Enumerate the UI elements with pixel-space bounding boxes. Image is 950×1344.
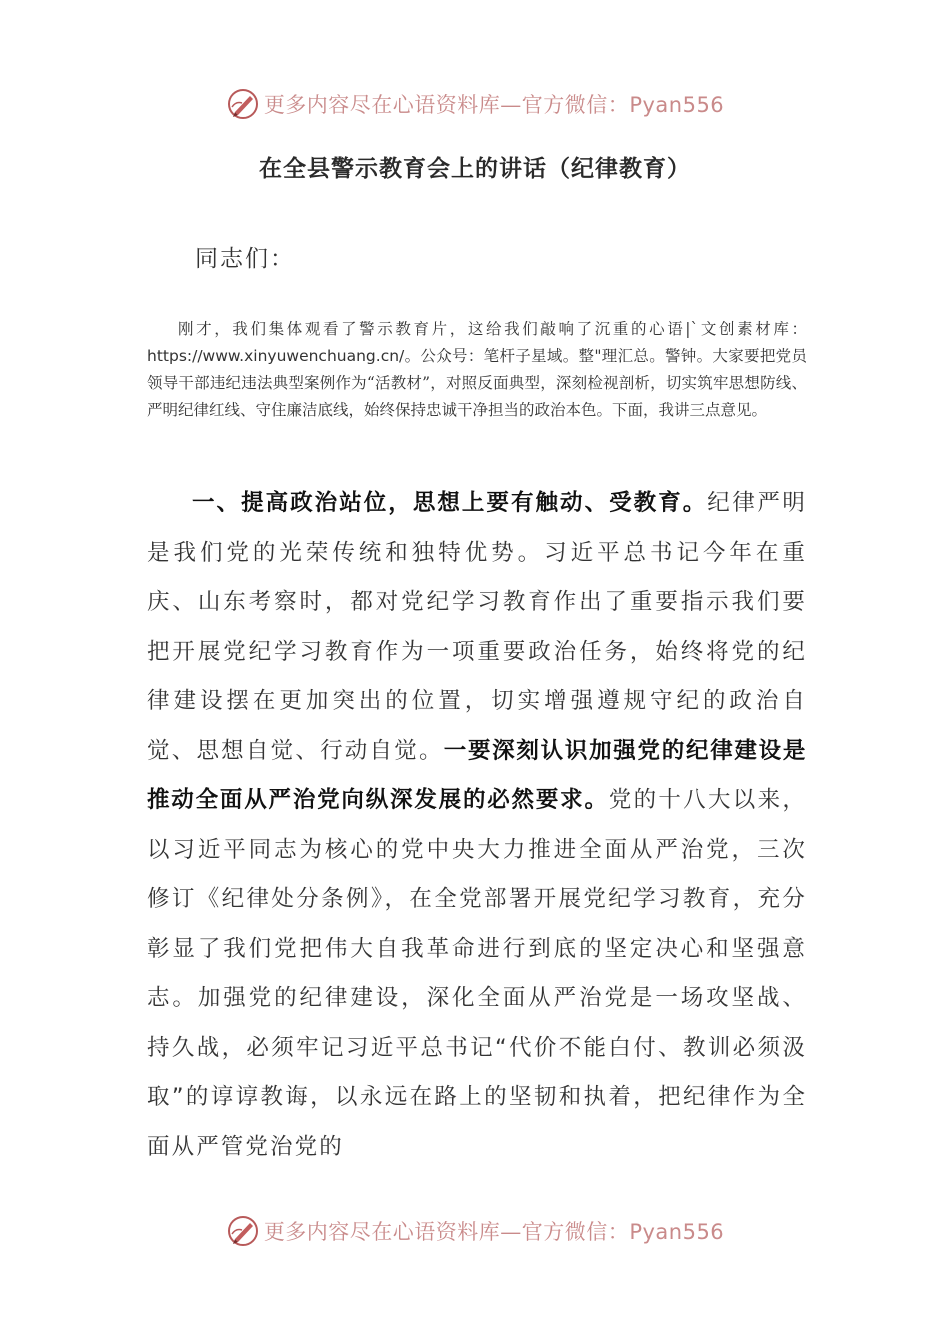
pen-logo-icon (226, 1214, 260, 1248)
document-title: 在全县警示教育会上的讲话（纪律教育） (259, 155, 691, 182)
watermark-text: 更多内容尽在心语资料库—官方微信：Pyan556 (263, 1220, 725, 1244)
pen-logo-icon (226, 87, 260, 121)
watermark-banner-top (0, 84, 950, 124)
section-1-heading: 一、提高政治站位，思想上要有触动、受教育。 (192, 490, 708, 516)
section-1-paragraph (147, 479, 807, 1172)
intro-paragraph: 刚才，我们集体观看了警示教育片，这给我们敲响了沉重的心语|`文创素材库：https://www.xinyuwenchuang.cn/。公众号：笔杆子星域。整"理汇总。警钟。大家要把党员领导干部违纪违法典型案例作为“活教材”，对照反面典型，深刻检视剖析，切实筑牢思想防线、严明纪律红线、守住廉洁底线，始终保持忠诚干净担当的政治本色。下面，我讲三点意见。 (147, 320, 807, 419)
salutation: 同志们： (195, 246, 295, 272)
section-1-text: 纪律严明是我们党的光荣传统和独特优势。习近平总书记今年在重庆、山东考察时，都对党纪学习教育作出了重要指示我们要把开展党纪学习教育作为一项重要政治任务，始终将党的纪律建设摆在更加突出的位置，切实增强遵规守纪的政治自觉、思想自觉、行动自觉。 (147, 490, 807, 764)
watermark-banner-bottom (0, 1211, 950, 1251)
intro-url: https://www.xinyuwenchuang.cn/ (147, 347, 405, 365)
section-1-text-continued: 党的十八大以来，以习近平同志为核心的党中央大力推进全面从严治党，三次修订《纪律处分条例》，在全党部署开展党纪学习教育，充分彰显了我们党把伟大自我革命进行到底的坚定决心和坚强意志。加强党的纪律建设，深化全面从严治党是一场攻坚战、持久战，必须牢记习近平总书记“代价不能白付、教训必须汲取”的谆谆教诲，以永远在路上的坚韧和执着，把纪律作为全面从严管党治党的 (147, 787, 807, 1160)
watermark-text: 更多内容尽在心语资料库—官方微信：Pyan556 (263, 93, 725, 117)
section-1-subheading: 一要深刻认识加强党的纪律建设是推动全面从严治党向纵深发展的必然要求。 (147, 737, 807, 813)
